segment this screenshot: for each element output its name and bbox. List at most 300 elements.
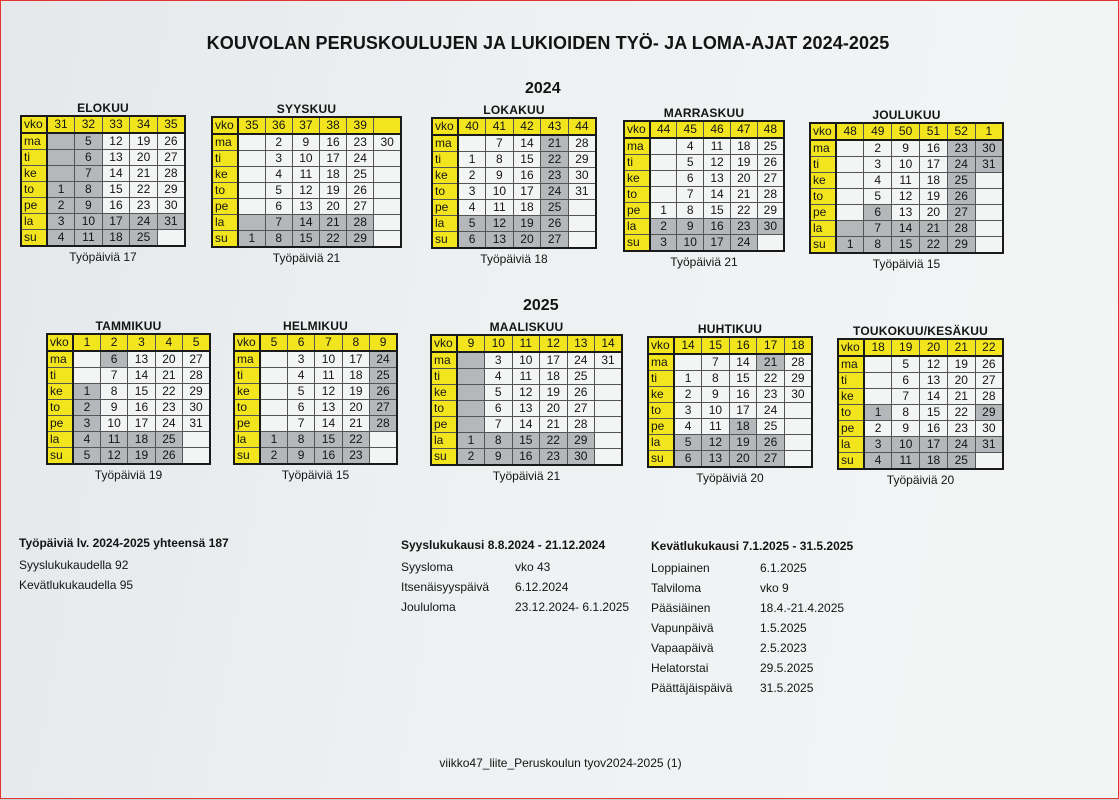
day-cell-holiday (47, 150, 75, 166)
day-cell (674, 354, 702, 371)
day-cell (975, 453, 1003, 470)
day-cell (975, 237, 1003, 254)
day-cell (374, 231, 401, 248)
weekday-row (810, 221, 1003, 237)
week-number: 37 (292, 117, 319, 134)
weekday-label: la (810, 221, 836, 237)
day-cell: 11 (315, 368, 342, 384)
day-cell-holiday: 18 (729, 419, 757, 435)
week-number: 11 (512, 335, 540, 352)
year-heading-2025: 2025 (523, 297, 559, 314)
day-cell (157, 230, 185, 247)
week-number: 8 (342, 334, 369, 351)
day-cell: 5 (864, 189, 892, 205)
day-cell: 29 (757, 203, 784, 219)
day-cell (260, 400, 287, 416)
day-cell-holiday: 9 (75, 198, 103, 214)
month-huhtikuu (647, 322, 813, 485)
week-number: 49 (864, 123, 892, 140)
day-cell-holiday: 17 (920, 437, 948, 453)
day-cell: 27 (157, 150, 185, 166)
weekday-label: ti (810, 157, 836, 173)
day-cell-holiday: 26 (757, 435, 785, 451)
week-number: 5 (183, 334, 210, 351)
weekday-label: to (432, 184, 458, 200)
day-cell-holiday: 11 (892, 453, 920, 470)
day-cell (568, 216, 596, 232)
term-item-label: Joululoma (401, 600, 456, 614)
month-elokuu (20, 101, 186, 264)
weekday-label: ti (21, 150, 47, 166)
day-cell: 16 (513, 168, 541, 184)
day-cell: 27 (347, 199, 374, 215)
day-cell: 6 (287, 400, 314, 416)
week-number: 4 (155, 334, 182, 351)
day-cell: 17 (540, 352, 568, 369)
day-cell-holiday: 6 (458, 232, 486, 249)
day-cell: 22 (130, 182, 158, 198)
autumn-term-heading: Syyslukukausi 8.8.2024 - 21.12.2024 (401, 538, 606, 552)
day-cell: 4 (265, 167, 292, 183)
day-cell: 28 (784, 354, 812, 371)
day-cell: 19 (947, 356, 975, 373)
day-cell-holiday: 7 (75, 166, 103, 182)
weekday-row (810, 157, 1003, 173)
day-cell-holiday: 14 (292, 215, 319, 231)
week-number: 12 (540, 335, 568, 352)
month-syyskuu (211, 102, 402, 265)
day-cell: 6 (892, 373, 920, 389)
day-cell (975, 221, 1003, 237)
weekday-row (212, 183, 401, 199)
day-cell (836, 205, 864, 221)
weekday-label: su (234, 448, 260, 465)
day-cell-holiday: 21 (541, 135, 569, 152)
day-cell: 26 (567, 385, 595, 401)
day-cell: 9 (292, 134, 319, 151)
day-cell-holiday: 3 (650, 235, 677, 252)
day-cell-holiday: 22 (342, 432, 369, 448)
day-cell-holiday: 6 (674, 451, 702, 468)
month-name: HELMIKUU (283, 319, 348, 333)
day-cell: 12 (292, 183, 319, 199)
weekday-row (624, 171, 784, 187)
weekday-row (648, 435, 812, 451)
day-cell (595, 417, 623, 433)
day-cell: 4 (485, 369, 513, 385)
day-cell-holiday: 27 (541, 232, 569, 249)
day-cell-holiday: 21 (319, 215, 346, 231)
day-cell: 19 (730, 155, 757, 171)
day-cell-holiday: 2 (47, 198, 75, 214)
weekday-label: ke (432, 168, 458, 184)
day-cell (650, 138, 677, 155)
weekday-row (431, 417, 622, 433)
day-cell-holiday: 10 (677, 235, 704, 252)
day-cell: 15 (920, 405, 948, 421)
weekday-row (47, 432, 210, 448)
term-item-value: 23.12.2024- 6.1.2025 (515, 600, 630, 614)
day-cell (568, 232, 596, 249)
month-calendar-table (20, 115, 186, 247)
weekday-label: to (212, 183, 238, 199)
month-workdays: Työpäiviä 18 (480, 252, 548, 266)
day-cell: 26 (757, 155, 784, 171)
day-cell (183, 448, 210, 465)
day-cell: 28 (757, 187, 784, 203)
day-cell-holiday (836, 221, 864, 237)
weekday-row (234, 351, 397, 368)
day-cell: 17 (128, 416, 155, 432)
weekday-row (47, 416, 210, 432)
day-cell: 20 (947, 373, 975, 389)
day-cell: 11 (292, 167, 319, 183)
day-cell: 20 (155, 351, 182, 368)
term-item-value: 6.1.2025 (760, 561, 807, 575)
day-cell: 17 (729, 403, 757, 419)
day-cell: 31 (568, 184, 596, 200)
day-cell: 25 (757, 138, 784, 155)
month-calendar-table (211, 116, 402, 248)
day-cell: 30 (374, 134, 401, 151)
day-cell (784, 403, 812, 419)
week-number: 45 (677, 121, 704, 138)
day-cell: 10 (702, 403, 730, 419)
day-cell-holiday: 20 (729, 451, 757, 468)
day-cell-holiday: 1 (238, 231, 265, 248)
day-cell (836, 173, 864, 189)
weekday-label: ti (431, 369, 457, 385)
day-cell: 11 (892, 173, 920, 189)
day-cell-holiday: 22 (540, 433, 568, 449)
day-cell: 21 (342, 416, 369, 432)
day-cell: 24 (567, 352, 595, 369)
weekday-label: ma (431, 352, 457, 369)
day-cell-holiday: 3 (47, 214, 75, 230)
day-cell: 1 (674, 371, 702, 387)
day-cell: 10 (315, 351, 342, 368)
week-number: 9 (370, 334, 397, 351)
month-joulukuu (809, 108, 1004, 271)
weekday-label: pe (234, 416, 260, 432)
day-cell-holiday: 11 (75, 230, 103, 247)
weekday-label: ti (47, 368, 73, 384)
day-cell: 17 (513, 184, 541, 200)
day-cell: 17 (319, 151, 346, 167)
day-cell: 18 (730, 138, 757, 155)
day-cell: 23 (347, 134, 374, 151)
day-cell: 23 (130, 198, 158, 214)
day-cell: 18 (540, 369, 568, 385)
weekday-row (21, 198, 185, 214)
day-cell: 21 (947, 389, 975, 405)
month-workdays: Työpäiviä 20 (886, 473, 955, 487)
week-number: 1 (73, 334, 100, 351)
day-cell: 2 (864, 140, 892, 157)
day-cell: 14 (704, 187, 731, 203)
term-item (651, 618, 853, 638)
weekday-label: la (47, 432, 73, 448)
day-cell: 28 (157, 166, 185, 182)
weekday-label: ke (810, 173, 836, 189)
day-cell-holiday: 15 (512, 433, 540, 449)
day-cell: 12 (315, 384, 342, 400)
day-cell (650, 171, 677, 187)
day-cell: 4 (674, 419, 702, 435)
day-cell: 12 (102, 133, 130, 150)
day-cell (784, 419, 812, 435)
day-cell-holiday: 30 (757, 219, 784, 235)
week-number: 48 (836, 123, 864, 140)
day-cell (374, 151, 401, 167)
day-cell: 8 (892, 405, 920, 421)
weekday-label: ma (648, 354, 674, 371)
day-cell: 16 (128, 400, 155, 416)
day-cell (260, 416, 287, 432)
day-cell (864, 356, 892, 373)
weekday-label: su (648, 451, 674, 468)
weekday-label: la (432, 216, 458, 232)
weekday-label: pe (21, 198, 47, 214)
day-cell-holiday: 8 (864, 237, 892, 254)
weekday-row (212, 134, 401, 151)
week-number: 9 (457, 335, 485, 352)
day-cell (595, 369, 623, 385)
weekday-row (432, 184, 596, 200)
weekday-label: ke (21, 166, 47, 182)
day-cell: 22 (947, 405, 975, 421)
day-cell (836, 140, 864, 157)
day-cell (975, 205, 1003, 221)
day-cell (238, 134, 265, 151)
day-cell-holiday: 9 (287, 448, 314, 465)
day-cell: 18 (919, 173, 947, 189)
day-cell: 6 (485, 401, 513, 417)
day-cell-holiday: 4 (864, 453, 892, 470)
day-cell (260, 351, 287, 368)
weekday-row (431, 385, 622, 401)
day-cell: 4 (864, 173, 892, 189)
day-cell-holiday: 23 (540, 449, 568, 466)
month-calendar-table (233, 333, 398, 465)
totals-autumn: Syyslukukaudella 92 (19, 558, 129, 572)
day-cell (650, 187, 677, 203)
day-cell: 21 (130, 166, 158, 182)
weekday-row (21, 150, 185, 166)
weekday-label: to (234, 400, 260, 416)
term-item (651, 558, 853, 578)
day-cell (374, 167, 401, 183)
day-cell-holiday: 7 (265, 215, 292, 231)
day-cell: 6 (677, 171, 704, 187)
day-cell-holiday: 8 (287, 432, 314, 448)
weekday-row (624, 203, 784, 219)
week-number: 14 (674, 337, 702, 354)
day-cell-holiday: 23 (342, 448, 369, 465)
weekday-row (212, 167, 401, 183)
weekday-row (624, 155, 784, 171)
day-cell: 13 (704, 171, 731, 187)
day-cell-holiday: 23 (947, 140, 975, 157)
weekday-label: ke (648, 387, 674, 403)
day-cell: 25 (567, 369, 595, 385)
day-cell-holiday: 1 (260, 432, 287, 448)
weekday-label: pe (648, 419, 674, 435)
weekday-label: ma (234, 351, 260, 368)
day-cell-holiday: 31 (975, 437, 1003, 453)
weekday-row (624, 187, 784, 203)
day-cell: 3 (458, 184, 486, 200)
page-title: KOUVOLAN PERUSKOULUJEN JA LUKIOIDEN TYÖ- JA LOMA-AJAT 2024-2025 (206, 33, 890, 53)
day-cell: 8 (486, 152, 514, 168)
day-cell-holiday: 29 (947, 237, 975, 254)
month-workdays: Työpäiviä 19 (94, 468, 163, 482)
weekday-row (432, 200, 596, 216)
day-cell (975, 173, 1003, 189)
day-cell: 10 (486, 184, 514, 200)
day-cell-holiday: 5 (458, 216, 486, 232)
weekday-row (47, 448, 210, 465)
weekday-row (234, 400, 397, 416)
week-number: 31 (47, 116, 75, 133)
day-cell-holiday: 17 (704, 235, 731, 252)
weekday-row (21, 230, 185, 247)
day-cell: 3 (674, 403, 702, 419)
day-cell: 21 (155, 368, 182, 384)
weekday-row (648, 419, 812, 435)
month-maaliskuu (430, 320, 623, 483)
day-cell: 8 (702, 371, 730, 387)
day-cell: 8 (677, 203, 704, 219)
week-number: 33 (102, 116, 130, 133)
weekday-row (47, 400, 210, 416)
weekday-row (648, 451, 812, 468)
day-cell-holiday (47, 133, 75, 150)
day-cell (260, 384, 287, 400)
day-cell: 12 (512, 385, 540, 401)
weekday-row (234, 432, 397, 448)
day-cell (595, 385, 623, 401)
week-number: 14 (595, 335, 623, 352)
day-cell-holiday (47, 166, 75, 182)
week-number: 36 (265, 117, 292, 134)
week-number: 38 (319, 117, 346, 134)
month-calendar-table (430, 334, 623, 466)
day-cell: 1 (650, 203, 677, 219)
month-name: MARRASKUU (663, 106, 745, 120)
day-cell-holiday (238, 215, 265, 231)
day-cell: 6 (265, 199, 292, 215)
day-cell: 1 (458, 152, 486, 168)
weekday-row (431, 449, 622, 466)
day-cell-holiday: 17 (102, 214, 130, 230)
day-cell: 12 (920, 356, 948, 373)
day-cell: 24 (155, 416, 182, 432)
day-cell: 16 (729, 387, 757, 403)
day-cell (238, 151, 265, 167)
day-cell (784, 435, 812, 451)
weekday-row (431, 369, 622, 385)
day-cell: 22 (757, 371, 785, 387)
month-name: LOKAKUU (483, 103, 545, 117)
day-cell: 22 (730, 203, 757, 219)
week-number: 16 (729, 337, 757, 354)
day-cell: 10 (292, 151, 319, 167)
day-cell: 27 (567, 401, 595, 417)
week-number: 48 (757, 121, 784, 138)
day-cell: 20 (319, 199, 346, 215)
day-cell: 2 (674, 387, 702, 403)
spring-term-section (651, 539, 853, 698)
day-cell: 16 (920, 421, 948, 437)
weekday-label: la (212, 215, 238, 231)
week-label: vko (47, 334, 73, 351)
day-cell-holiday: 23 (541, 168, 569, 184)
day-cell: 30 (784, 387, 812, 403)
month-name: TOUKOKUU/KESÄKUU (853, 324, 988, 338)
day-cell: 9 (892, 421, 920, 437)
day-cell: 5 (892, 356, 920, 373)
weekday-row (432, 232, 596, 249)
day-cell: 19 (342, 384, 369, 400)
weekday-label: su (810, 237, 836, 254)
weekday-label: ti (432, 152, 458, 168)
day-cell: 11 (704, 138, 731, 155)
day-cell: 25 (757, 419, 785, 435)
week-number: 5 (260, 334, 287, 351)
weekday-label: la (838, 437, 864, 453)
day-cell-holiday: 13 (486, 232, 514, 249)
week-label: vko (648, 337, 674, 354)
day-cell-holiday (457, 385, 485, 401)
day-cell: 13 (512, 401, 540, 417)
day-cell-holiday: 6 (864, 205, 892, 221)
day-cell-holiday: 5 (73, 448, 100, 465)
day-cell: 29 (784, 371, 812, 387)
day-cell: 26 (347, 183, 374, 199)
day-cell: 14 (513, 135, 541, 152)
week-number: 44 (568, 118, 596, 135)
term-item (651, 678, 853, 698)
weekday-row (431, 352, 622, 369)
day-cell: 5 (677, 155, 704, 171)
week-label: vko (432, 118, 458, 135)
day-cell: 26 (157, 133, 185, 150)
day-cell: 20 (540, 401, 568, 417)
day-cell: 2 (265, 134, 292, 151)
day-cell: 4 (458, 200, 486, 216)
day-cell-holiday: 1 (457, 433, 485, 449)
day-cell-holiday: 31 (157, 214, 185, 230)
weekday-row (648, 371, 812, 387)
weekday-label: ma (838, 356, 864, 373)
week-number: 43 (541, 118, 569, 135)
day-cell-holiday: 2 (650, 219, 677, 235)
day-cell-holiday: 1 (864, 405, 892, 421)
day-cell: 18 (319, 167, 346, 183)
week-number: 19 (892, 339, 920, 356)
day-cell: 20 (919, 205, 947, 221)
day-cell: 14 (729, 354, 757, 371)
weekday-row (212, 151, 401, 167)
weekday-row (432, 216, 596, 232)
day-cell (370, 432, 397, 448)
term-item-label: Syysloma (401, 560, 454, 574)
weekday-row (431, 433, 622, 449)
weekday-row (212, 215, 401, 231)
day-cell: 30 (568, 168, 596, 184)
week-number: 32 (75, 116, 103, 133)
